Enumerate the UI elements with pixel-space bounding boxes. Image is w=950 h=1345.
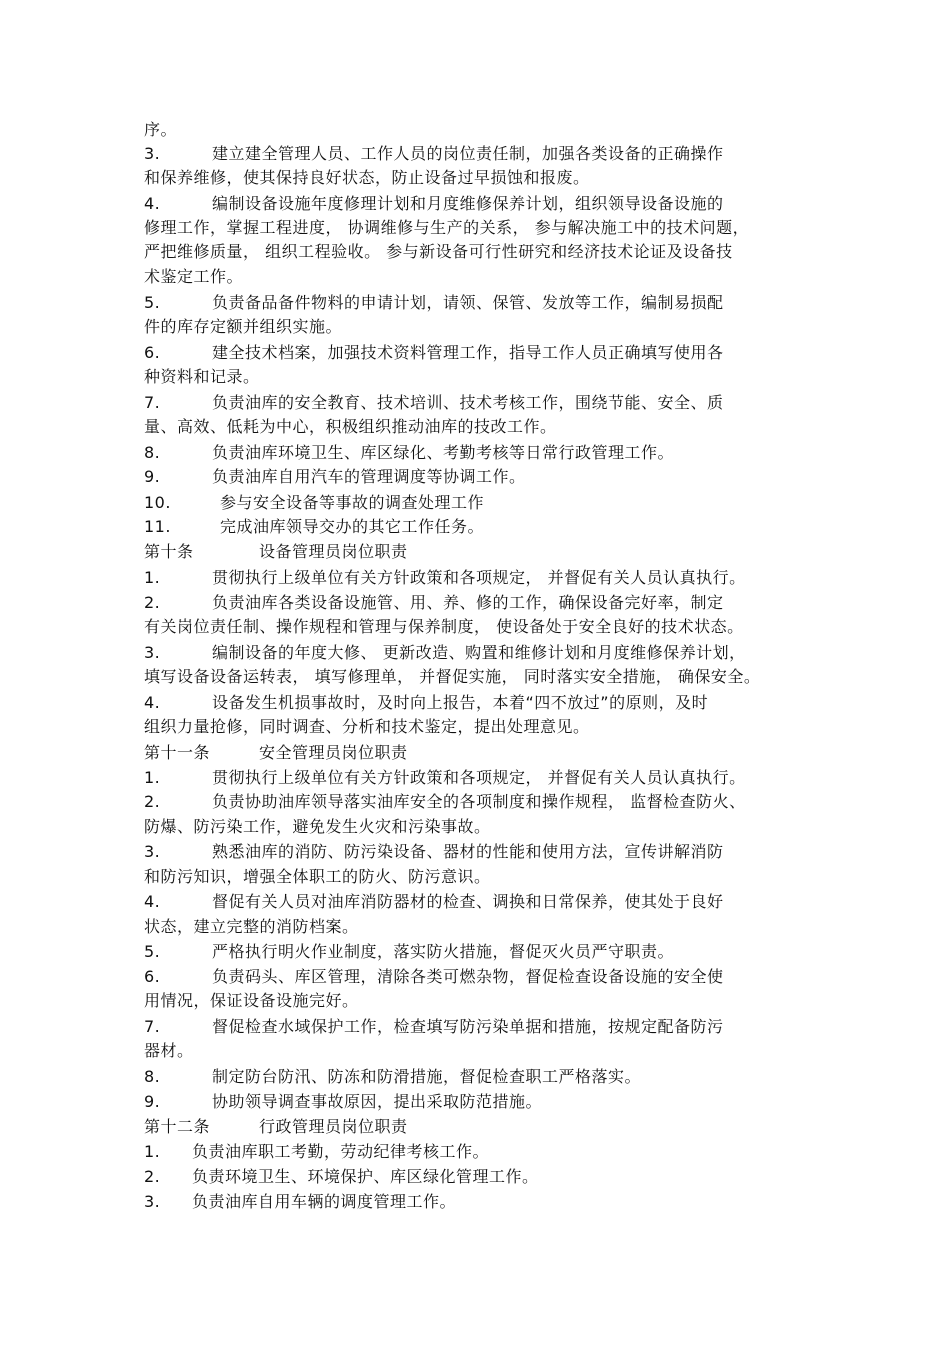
line-text: 贯彻执行上级单位有关方针政策和各项规定， 并督促有关人员认真执行。: [212, 768, 746, 787]
line-text: 安全管理员岗位职责: [259, 743, 408, 762]
line-text: 状态，建立完整的消防档案。: [144, 917, 359, 936]
line-text: 用情况，保证设备设施完好。: [144, 991, 359, 1010]
item-number: 1.: [144, 568, 161, 587]
line-text: 和防污知识，增强全体职工的防火、防污意识。: [144, 867, 491, 886]
item-number: 11.: [144, 517, 171, 536]
line-text: 督促检查水域保护工作，检查填写防污染单据和措施，按规定配备防污: [212, 1017, 724, 1036]
item-number: 4.: [144, 693, 161, 712]
line-text: 和保养维修，使其保持良好状态，防止设备过早损蚀和报废。: [144, 168, 590, 187]
line-text: 建立建全管理人员、工作人员的岗位责任制，加强各类设备的正确操作: [212, 144, 724, 163]
item-number: 7.: [144, 1017, 161, 1036]
item-number: 第十一条: [144, 743, 211, 762]
line-text: 编制设备的年度大修、 更新改造、购置和维修计划和月度维修保养计划，: [212, 643, 746, 662]
line-text: 行政管理员岗位职责: [259, 1117, 408, 1136]
item-number: 7.: [144, 393, 161, 412]
item-number: 2.: [144, 1167, 161, 1186]
line-text: 熟悉油库的消防、防污染设备、器材的性能和使用方法，宣传讲解消防: [212, 842, 724, 861]
item-number: 第十条: [144, 542, 194, 561]
line-text: 督促有关人员对油库消防器材的检查、调换和日常保养，使其处于良好: [212, 892, 724, 911]
item-number: 1.: [144, 768, 161, 787]
item-number: 2.: [144, 593, 161, 612]
line-text: 完成油库领导交办的其它工作任务。: [220, 517, 485, 536]
line-text: 序。: [144, 120, 178, 139]
item-number: 4.: [144, 194, 161, 213]
item-number: 5.: [144, 293, 161, 312]
item-number: 9.: [144, 467, 161, 486]
item-number: 6.: [144, 343, 161, 362]
line-text: 负责油库职工考勤，劳动纪律考核工作。: [192, 1142, 490, 1161]
item-number: 5.: [144, 942, 161, 961]
line-text: 负责油库环境卫生、库区绿化、考勤考核等日常行政管理工作。: [212, 443, 675, 462]
line-text: 制定防台防汛、防冻和防滑措施，督促检查职工严格落实。: [212, 1067, 642, 1086]
item-number: 3.: [144, 144, 161, 163]
line-text: 负责协助油库领导落实油库安全的各项制度和操作规程， 监督检查防火、: [212, 792, 746, 811]
line-text: 种资料和记录。: [144, 367, 260, 386]
item-number: 1.: [144, 1142, 161, 1161]
line-text: 建全技术档案，加强技术资料管理工作，指导工作人员正确填写使用各: [212, 343, 724, 362]
line-text: 负责油库各类设备设施管、用、养、修的工作，确保设备完好率，制定: [212, 593, 724, 612]
line-text: 负责油库自用汽车的管理调度等协调工作。: [212, 467, 526, 486]
item-number: 2.: [144, 792, 161, 811]
line-text: 协助领导调查事故原因，提出采取防范措施。: [212, 1092, 543, 1111]
line-text: 参与安全设备等事故的调查处理工作: [220, 493, 485, 512]
line-text: 负责备品备件物料的申请计划，请领、保管、发放等工作，编制易损配: [212, 293, 724, 312]
line-text: 负责码头、库区管理，清除各类可燃杂物，督促检查设备设施的安全使: [212, 967, 724, 986]
line-text: 贯彻执行上级单位有关方针政策和各项规定， 并督促有关人员认真执行。: [212, 568, 746, 587]
line-text: 有关岗位责任制、操作规程和管理与保养制度， 使设备处于安全良好的技术状态。: [144, 617, 744, 636]
item-number: 3.: [144, 842, 161, 861]
item-number: 3.: [144, 1192, 161, 1211]
item-number: 第十二条: [144, 1117, 211, 1136]
line-text: 术鉴定工作。: [144, 267, 244, 286]
line-text: 件的库存定额并组织实施。: [144, 317, 343, 336]
line-text: 量、高效、低耗为中心，积极组织推动油库的技改工作。: [144, 417, 557, 436]
line-text: 组织力量抢修，同时调查、分析和技术鉴定，提出处理意见。: [144, 717, 590, 736]
line-text: 修理工作，掌握工程进度， 协调维修与生产的关系， 参与解决施工中的技术问题，: [144, 218, 750, 237]
item-number: 3.: [144, 643, 161, 662]
line-text: 负责油库自用车辆的调度管理工作。: [192, 1192, 457, 1211]
line-text: 负责油库的安全教育、技术培训、技术考核工作，围绕节能、安全、质: [212, 393, 724, 412]
item-number: 4.: [144, 892, 161, 911]
item-number: 10.: [144, 493, 171, 512]
line-text: 器材。: [144, 1041, 194, 1060]
line-text: 严格执行明火作业制度，落实防火措施，督促灭火员严守职责。: [212, 942, 675, 961]
line-text: 设备管理员岗位职责: [259, 542, 408, 561]
line-text: 填写设备设备运转表， 填写修理单， 并督促实施， 同时落实安全措施， 确保安全。: [144, 667, 761, 686]
line-text: 设备发生机损事故时，及时向上报告，本着“四不放过”的原则，及时: [212, 693, 709, 712]
item-number: 6.: [144, 967, 161, 986]
item-number: 8.: [144, 443, 161, 462]
line-text: 严把维修质量， 组织工程验收。 参与新设备可行性研究和经济技术论证及设备技: [144, 242, 733, 261]
item-number: 8.: [144, 1067, 161, 1086]
line-text: 编制设备设施年度修理计划和月度维修保养计划，组织领导设备设施的: [212, 194, 724, 213]
line-text: 负责环境卫生、环境保护、库区绿化管理工作。: [192, 1167, 539, 1186]
line-text: 防爆、防污染工作，避免发生火灾和污染事故。: [144, 817, 491, 836]
item-number: 9.: [144, 1092, 161, 1111]
